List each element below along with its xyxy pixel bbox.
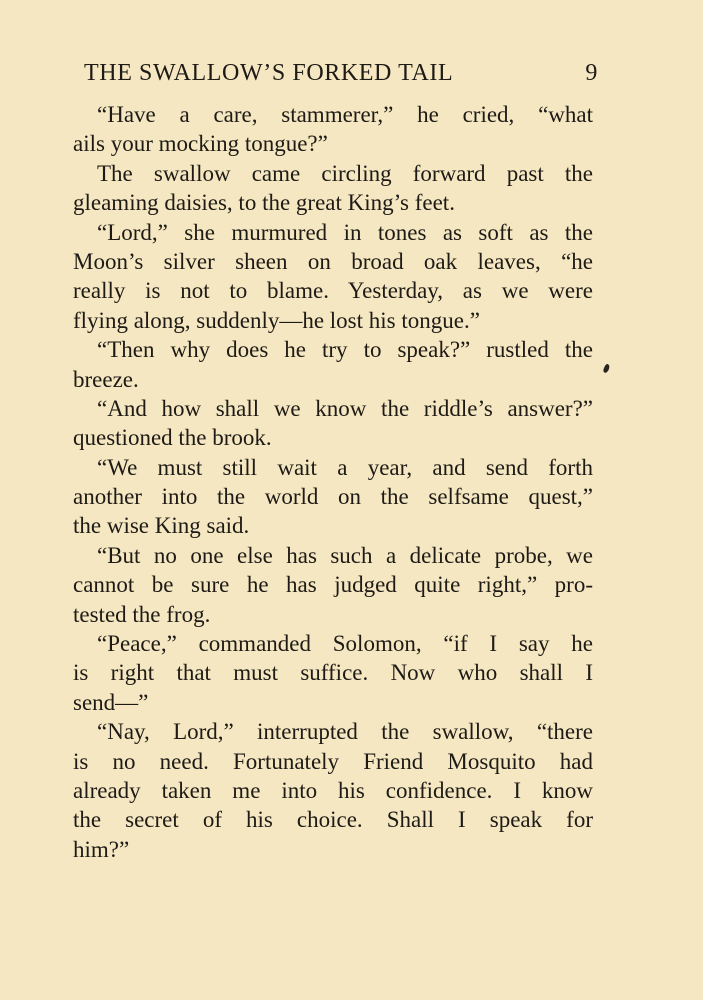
text-line: the secret of his choice. Shall I speak for [73,807,593,833]
body-text [73,100,593,864]
text-line: is right that must suffice. Now who shall I [73,660,593,686]
text-line: “Nay, Lord,” interrupted the swallow, “there [97,719,593,745]
text-line: send—” [73,689,149,715]
chapter-title: THE SWALLOW’S FORKED TAIL [84,60,454,86]
text-line: is no need. Fortunately Friend Mosquito had [73,748,593,774]
text-line: already taken me into his confidence. I know [73,777,593,803]
running-head [84,56,598,90]
text-line: cannot be sure he has judged quite right,” pro- [73,572,593,598]
text-line: “And how shall we know the riddle’s answer?” [97,395,593,421]
text-line: gleaming daisies, to the great King’s feet. [73,190,455,216]
text-line: “Lord,” she murmured in tones as soft as the [97,219,593,245]
text-line: the wise King said. [73,513,250,539]
text-line: breeze. [73,366,139,392]
text-line: “Peace,” commanded Solomon, “if I say he [97,631,593,657]
ink-speck [602,363,610,373]
text-line: “Then why does he try to speak?” rustled the [97,337,593,363]
text-line: “But no one else has such a delicate probe, we [97,542,593,568]
page-number: 9 [585,60,598,86]
text-line: really is not to blame. Yesterday, as we were [73,278,593,304]
text-line: him?” [73,836,130,862]
text-line: The swallow came circling forward past the [97,160,593,186]
text-line: another into the world on the selfsame quest,” [73,484,593,510]
text-line: ails your mocking tongue?” [73,131,328,157]
text-line: flying along, suddenly—he lost his tongue.” [73,307,480,333]
text-line: tested the frog. [73,601,211,627]
text-line: Moon’s silver sheen on broad oak leaves, “he [73,248,593,274]
text-line: questioned the brook. [73,425,272,451]
text-line: “Have a care, stammerer,” he cried, “what [97,102,593,127]
text-line: “We must still wait a year, and send forth [97,454,593,480]
